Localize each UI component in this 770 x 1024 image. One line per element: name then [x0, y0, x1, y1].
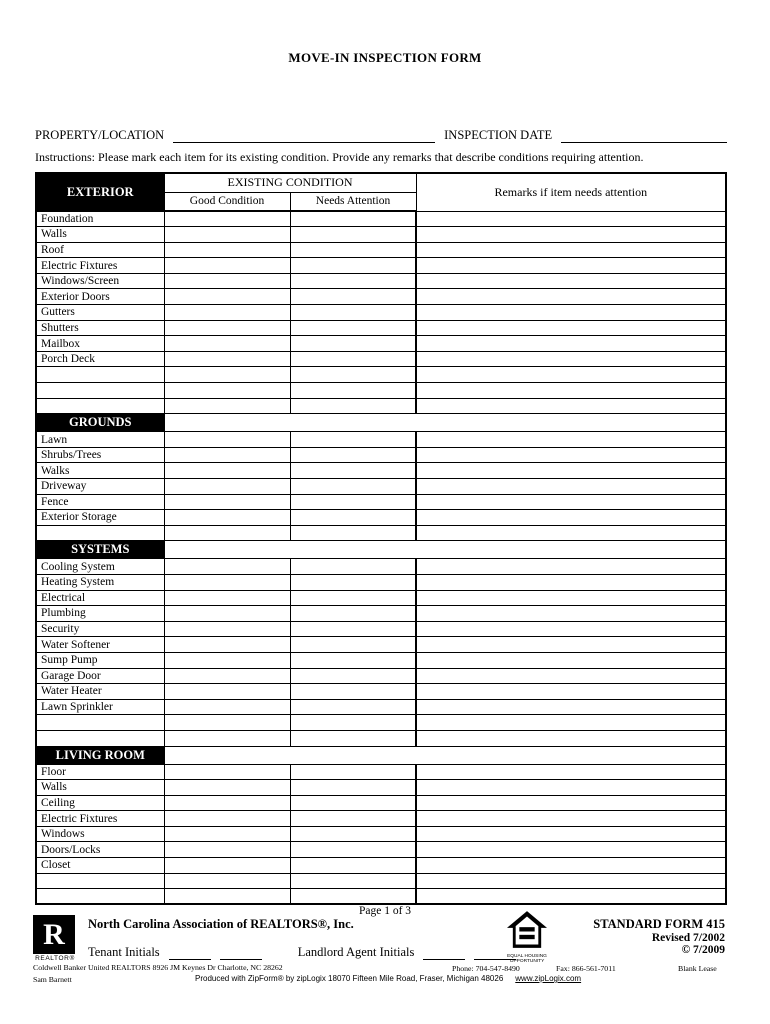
- table-row: [36, 510, 726, 526]
- needs-attention-cell[interactable]: [290, 621, 416, 637]
- good-condition-cell[interactable]: [164, 684, 290, 700]
- item-label: Exterior Storage: [36, 510, 164, 526]
- good-condition-cell[interactable]: [164, 858, 290, 874]
- remarks-cell[interactable]: [416, 510, 726, 526]
- good-condition-cell[interactable]: [164, 826, 290, 842]
- good-condition-cell[interactable]: [164, 842, 290, 858]
- office-address: Coldwell Banker United REALTORS 8926 JM Keynes Dr Charlotte, NC 28262: [33, 963, 283, 972]
- item-label: Roof: [36, 242, 164, 258]
- good-condition-cell[interactable]: [164, 590, 290, 606]
- item-label: Foundation: [36, 211, 164, 227]
- remarks-cell[interactable]: [416, 273, 726, 289]
- good-condition-cell[interactable]: [164, 211, 290, 227]
- remarks-cell[interactable]: [416, 211, 726, 227]
- needs-attention-cell[interactable]: [290, 305, 416, 321]
- property-date-line: [35, 128, 727, 143]
- remarks-cell[interactable]: [416, 606, 726, 622]
- section-header-spacer: [164, 414, 726, 432]
- remarks-cell[interactable]: [416, 525, 726, 541]
- table-row: [36, 463, 726, 479]
- good-condition-cell[interactable]: [164, 479, 290, 495]
- good-condition-cell[interactable]: [164, 336, 290, 352]
- property-location-field[interactable]: [173, 129, 435, 143]
- good-condition-cell[interactable]: [164, 606, 290, 622]
- good-condition-cell[interactable]: [164, 795, 290, 811]
- table-row: [36, 699, 726, 715]
- remarks-cell[interactable]: [416, 494, 726, 510]
- good-condition-header: Good Condition: [164, 192, 290, 211]
- association-name: North Carolina Association of REALTORS®, Inc.: [88, 917, 354, 931]
- remarks-cell[interactable]: [416, 795, 726, 811]
- good-condition-cell[interactable]: [164, 652, 290, 668]
- item-label: Gutters: [36, 305, 164, 321]
- good-condition-cell[interactable]: [164, 351, 290, 367]
- item-label: Water Softener: [36, 637, 164, 653]
- item-label: Electric Fixtures: [36, 258, 164, 274]
- item-label: [36, 525, 164, 541]
- remarks-cell[interactable]: [416, 336, 726, 352]
- table-row: [36, 242, 726, 258]
- table-row: [36, 494, 726, 510]
- fax-number: [556, 964, 616, 973]
- needs-attention-cell[interactable]: [290, 398, 416, 414]
- section-header-spacer: [164, 541, 726, 559]
- needs-attention-cell[interactable]: [290, 715, 416, 731]
- good-condition-cell[interactable]: [164, 873, 290, 889]
- tenant-initials-label: Tenant Initials: [88, 945, 160, 959]
- table-row: [36, 684, 726, 700]
- good-condition-cell[interactable]: [164, 699, 290, 715]
- table-row: [36, 764, 726, 780]
- inspection-date-field[interactable]: [561, 129, 727, 143]
- table-row: [36, 842, 726, 858]
- needs-attention-cell[interactable]: [290, 463, 416, 479]
- needs-attention-cell[interactable]: [290, 606, 416, 622]
- needs-attention-cell[interactable]: [290, 227, 416, 243]
- blank-lease-label: Blank Lease: [678, 964, 717, 973]
- good-condition-cell[interactable]: [164, 715, 290, 731]
- needs-attention-cell[interactable]: [290, 842, 416, 858]
- section-header-systems: SYSTEMS: [36, 541, 164, 559]
- needs-attention-cell[interactable]: [290, 811, 416, 827]
- table-row: [36, 858, 726, 874]
- good-condition-cell[interactable]: [164, 811, 290, 827]
- needs-attention-cell[interactable]: [290, 795, 416, 811]
- remarks-cell[interactable]: [416, 479, 726, 495]
- needs-attention-cell[interactable]: [290, 367, 416, 383]
- remarks-cell[interactable]: [416, 668, 726, 684]
- fax-label: Fax:: [556, 964, 570, 973]
- fax-value: 866-561-7011: [571, 964, 616, 973]
- table-row: [36, 258, 726, 274]
- remarks-cell[interactable]: [416, 873, 726, 889]
- phone-number: [452, 964, 520, 973]
- needs-attention-cell[interactable]: [290, 320, 416, 336]
- realtor-logo-caption: REALTOR®: [35, 955, 75, 962]
- phone-value: 704-547-8490: [475, 964, 520, 973]
- inspection-date-label: INSPECTION DATE: [444, 128, 553, 142]
- section-header-grounds: GROUNDS: [36, 414, 164, 432]
- agent-name: Sam Barnett: [33, 975, 72, 984]
- table-row: [36, 621, 726, 637]
- remarks-cell[interactable]: [416, 811, 726, 827]
- table-row: [36, 559, 726, 575]
- remarks-cell[interactable]: [416, 258, 726, 274]
- needs-attention-cell[interactable]: [290, 684, 416, 700]
- good-condition-cell[interactable]: [164, 367, 290, 383]
- remarks-cell[interactable]: [416, 652, 726, 668]
- item-label: Walls: [36, 780, 164, 796]
- item-label: Water Heater: [36, 684, 164, 700]
- good-condition-cell[interactable]: [164, 273, 290, 289]
- remarks-cell[interactable]: [416, 227, 726, 243]
- needs-attention-cell[interactable]: [290, 479, 416, 495]
- good-condition-cell[interactable]: [164, 305, 290, 321]
- item-label: Doors/Locks: [36, 842, 164, 858]
- phone-label: Phone:: [452, 964, 474, 973]
- section-header-exterior: EXTERIOR: [36, 173, 164, 211]
- remarks-cell[interactable]: [416, 764, 726, 780]
- good-condition-cell[interactable]: [164, 621, 290, 637]
- item-label: [36, 715, 164, 731]
- item-label: [36, 383, 164, 399]
- good-condition-cell[interactable]: [164, 258, 290, 274]
- needs-attention-cell[interactable]: [290, 574, 416, 590]
- table-row: [36, 479, 726, 495]
- remarks-cell[interactable]: [416, 684, 726, 700]
- remarks-cell[interactable]: [416, 699, 726, 715]
- remarks-cell[interactable]: [416, 590, 726, 606]
- item-label: [36, 367, 164, 383]
- needs-attention-cell[interactable]: [290, 764, 416, 780]
- good-condition-cell[interactable]: [164, 889, 290, 905]
- good-condition-cell[interactable]: [164, 559, 290, 575]
- existing-condition-header: EXISTING CONDITION: [164, 173, 416, 192]
- needs-attention-cell[interactable]: [290, 273, 416, 289]
- table-row: [36, 273, 726, 289]
- item-label: Windows/Screen: [36, 273, 164, 289]
- needs-attention-cell[interactable]: [290, 699, 416, 715]
- table-row: [36, 780, 726, 796]
- needs-attention-cell[interactable]: [290, 525, 416, 541]
- table-row: [36, 320, 726, 336]
- revised-date: Revised 7/2002: [651, 932, 725, 944]
- standard-form-number: STANDARD FORM 415: [593, 917, 725, 931]
- property-location-label: PROPERTY/LOCATION: [35, 128, 165, 142]
- instructions-text: Instructions: Please mark each item for its existing condition. Provide any remarks that describe conditions requiring attention.: [35, 150, 644, 164]
- page-number: Page 1 of 3: [358, 905, 412, 917]
- section-header-spacer: [164, 746, 726, 764]
- table-row: [36, 305, 726, 321]
- remarks-cell[interactable]: [416, 715, 726, 731]
- good-condition-cell[interactable]: [164, 242, 290, 258]
- remarks-cell[interactable]: [416, 447, 726, 463]
- needs-attention-cell[interactable]: [290, 668, 416, 684]
- table-row: [36, 715, 726, 731]
- realtor-logo: [33, 915, 77, 962]
- item-label: Ceiling: [36, 795, 164, 811]
- remarks-cell[interactable]: [416, 383, 726, 399]
- remarks-cell[interactable]: [416, 242, 726, 258]
- item-label: [36, 889, 164, 905]
- item-label: Shutters: [36, 320, 164, 336]
- landlord-initials-label: Landlord Agent Initials: [297, 945, 415, 959]
- form-identification: [593, 917, 725, 956]
- remarks-cell[interactable]: [416, 637, 726, 653]
- table-row: [36, 367, 726, 383]
- remarks-cell[interactable]: [416, 320, 726, 336]
- remarks-cell[interactable]: [416, 780, 726, 796]
- item-label: [36, 730, 164, 746]
- remarks-cell[interactable]: [416, 858, 726, 874]
- table-row: [36, 227, 726, 243]
- needs-attention-cell[interactable]: [290, 873, 416, 889]
- needs-attention-cell[interactable]: [290, 730, 416, 746]
- good-condition-cell[interactable]: [164, 668, 290, 684]
- remarks-cell[interactable]: [416, 889, 726, 905]
- good-condition-cell[interactable]: [164, 320, 290, 336]
- needs-attention-cell[interactable]: [290, 351, 416, 367]
- remarks-cell[interactable]: [416, 463, 726, 479]
- tenant-initials-field-2[interactable]: [220, 947, 262, 960]
- remarks-cell[interactable]: [416, 289, 726, 305]
- item-label: Closet: [36, 858, 164, 874]
- needs-attention-cell[interactable]: [290, 590, 416, 606]
- needs-attention-cell[interactable]: [290, 383, 416, 399]
- table-row: [36, 795, 726, 811]
- good-condition-cell[interactable]: [164, 780, 290, 796]
- table-row: [36, 398, 726, 414]
- needs-attention-cell[interactable]: [290, 780, 416, 796]
- table-row: [36, 730, 726, 746]
- item-label: Garage Door: [36, 668, 164, 684]
- item-label: Windows: [36, 826, 164, 842]
- table-row: [36, 525, 726, 541]
- remarks-cell[interactable]: [416, 432, 726, 448]
- initials-row: [88, 945, 516, 960]
- item-label: Electric Fixtures: [36, 811, 164, 827]
- needs-attention-cell[interactable]: [290, 510, 416, 526]
- needs-attention-cell[interactable]: [290, 559, 416, 575]
- table-row: [36, 889, 726, 905]
- page-title: MOVE-IN INSPECTION FORM: [288, 50, 482, 65]
- item-label: Cooling System: [36, 559, 164, 575]
- needs-attention-cell[interactable]: [290, 494, 416, 510]
- item-label: Electrical: [36, 590, 164, 606]
- tenant-initials-field-1[interactable]: [169, 947, 211, 960]
- table-row: [36, 668, 726, 684]
- good-condition-cell[interactable]: [164, 730, 290, 746]
- needs-attention-cell[interactable]: [290, 432, 416, 448]
- needs-attention-cell[interactable]: [290, 889, 416, 905]
- table-row: [36, 351, 726, 367]
- section-header-living-room: LIVING ROOM: [36, 746, 164, 764]
- item-label: Floor: [36, 764, 164, 780]
- table-row: [36, 289, 726, 305]
- copyright-date: © 7/2009: [681, 944, 725, 956]
- needs-attention-cell[interactable]: [290, 858, 416, 874]
- landlord-initials-field-1[interactable]: [423, 947, 465, 960]
- remarks-cell[interactable]: [416, 305, 726, 321]
- inspection-table: [35, 172, 727, 905]
- item-label: Exterior Doors: [36, 289, 164, 305]
- good-condition-cell[interactable]: [164, 447, 290, 463]
- item-label: [36, 873, 164, 889]
- item-label: Porch Deck: [36, 351, 164, 367]
- item-label: Lawn: [36, 432, 164, 448]
- table-row: [36, 637, 726, 653]
- item-label: Mailbox: [36, 336, 164, 352]
- good-condition-cell[interactable]: [164, 510, 290, 526]
- needs-attention-cell[interactable]: [290, 242, 416, 258]
- good-condition-cell[interactable]: [164, 764, 290, 780]
- remarks-cell[interactable]: [416, 559, 726, 575]
- good-condition-cell[interactable]: [164, 637, 290, 653]
- remarks-cell[interactable]: [416, 574, 726, 590]
- equal-housing-caption: EQUAL HOUSING OPPORTUNITY: [507, 954, 547, 964]
- table-row: [36, 811, 726, 827]
- item-label: Walks: [36, 463, 164, 479]
- table-row: [36, 652, 726, 668]
- table-row: [36, 590, 726, 606]
- needs-attention-cell[interactable]: [290, 336, 416, 352]
- table-row: [36, 211, 726, 227]
- needs-attention-cell[interactable]: [290, 652, 416, 668]
- good-condition-cell[interactable]: [164, 574, 290, 590]
- equal-housing-icon: [507, 911, 547, 948]
- remarks-header: Remarks if item needs attention: [416, 173, 726, 211]
- item-label: Plumbing: [36, 606, 164, 622]
- remarks-cell[interactable]: [416, 730, 726, 746]
- good-condition-cell[interactable]: [164, 494, 290, 510]
- produced-text: Produced with ZipForm® by zipLogix 18070 Fifteen Mile Road, Fraser, Michigan 48026: [195, 974, 504, 983]
- table-row: [36, 606, 726, 622]
- good-condition-cell[interactable]: [164, 227, 290, 243]
- item-label: Fence: [36, 494, 164, 510]
- table-row: [36, 336, 726, 352]
- table-row: [36, 447, 726, 463]
- ziplogix-link[interactable]: www.zipLogix.com: [515, 974, 582, 983]
- item-label: Sump Pump: [36, 652, 164, 668]
- needs-attention-header: Needs Attention: [290, 192, 416, 211]
- needs-attention-cell[interactable]: [290, 447, 416, 463]
- remarks-cell[interactable]: [416, 351, 726, 367]
- needs-attention-cell[interactable]: [290, 637, 416, 653]
- item-label: Walls: [36, 227, 164, 243]
- item-label: Security: [36, 621, 164, 637]
- table-row: [36, 826, 726, 842]
- good-condition-cell[interactable]: [164, 525, 290, 541]
- remarks-cell[interactable]: [416, 367, 726, 383]
- needs-attention-cell[interactable]: [290, 211, 416, 227]
- good-condition-cell[interactable]: [164, 289, 290, 305]
- table-row: [36, 574, 726, 590]
- good-condition-cell[interactable]: [164, 383, 290, 399]
- remarks-cell[interactable]: [416, 398, 726, 414]
- good-condition-cell[interactable]: [164, 463, 290, 479]
- table-row: [36, 383, 726, 399]
- item-label: Driveway: [36, 479, 164, 495]
- good-condition-cell[interactable]: [164, 432, 290, 448]
- item-label: [36, 398, 164, 414]
- good-condition-cell[interactable]: [164, 398, 290, 414]
- table-row: [36, 432, 726, 448]
- remarks-cell[interactable]: [416, 842, 726, 858]
- needs-attention-cell[interactable]: [290, 258, 416, 274]
- equal-housing-logo: [506, 911, 548, 964]
- item-label: Shrubs/Trees: [36, 447, 164, 463]
- item-label: Lawn Sprinkler: [36, 699, 164, 715]
- item-label: Heating System: [36, 574, 164, 590]
- needs-attention-cell[interactable]: [290, 289, 416, 305]
- realtor-logo-icon: R: [33, 915, 75, 954]
- produced-with-line: [195, 974, 581, 983]
- remarks-cell[interactable]: [416, 621, 726, 637]
- remarks-cell[interactable]: [416, 826, 726, 842]
- needs-attention-cell[interactable]: [290, 826, 416, 842]
- table-row: [36, 873, 726, 889]
